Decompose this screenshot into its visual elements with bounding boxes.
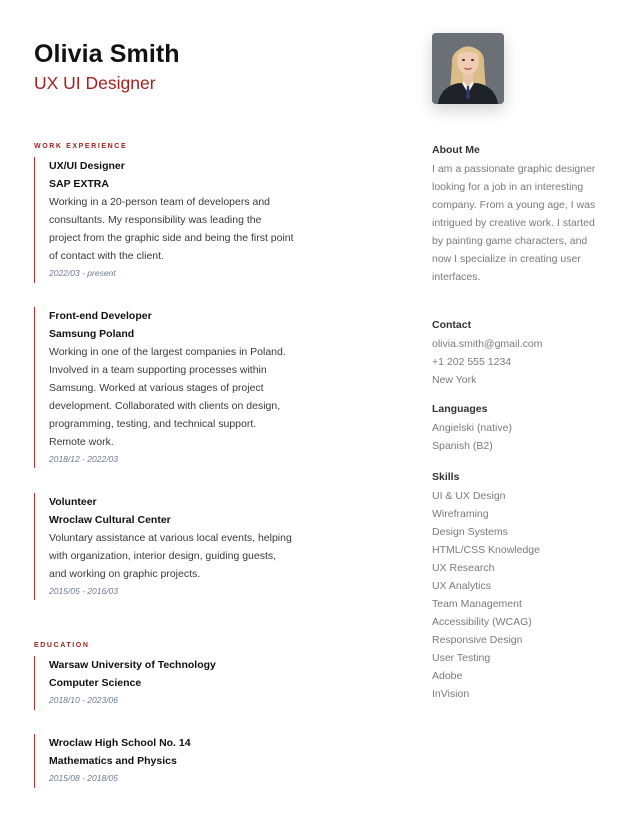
company-name: Samsung Poland: [49, 328, 135, 340]
school-name: Wroclaw High School No. 14: [49, 737, 191, 749]
job-description: Voluntary assistance at various local events, helping with organization, interior design, guiding guests, and working on graphic projects.: [49, 532, 292, 580]
skill-item: UI & UX Design: [432, 490, 506, 502]
job-dates: 2018/12 - 2022/03: [49, 454, 119, 464]
skill-item: Wireframing: [432, 508, 489, 520]
education-entry: [34, 656, 304, 710]
skill-item: Team Management: [432, 598, 522, 610]
skill-item: HTML/CSS Knowledge: [432, 544, 540, 556]
education-entry: [34, 734, 304, 788]
skills-section: [432, 469, 602, 703]
education-heading: EDUCATION: [34, 642, 90, 649]
skill-item: User Testing: [432, 652, 491, 664]
job-title: Front-end Developer: [49, 310, 152, 322]
skill-item: InVision: [432, 688, 470, 700]
skill-item: UX Research: [432, 562, 495, 574]
about-text: I am a passionate graphic designer looking for a job in an interesting company. From a young age, I was intrigued by creative work. I started by painting game characters, and now I specialize in creating user interfaces.: [432, 163, 596, 283]
profile-photo: [432, 33, 504, 104]
school-name: Warsaw University of Technology: [49, 659, 216, 671]
languages-heading: Languages: [432, 403, 488, 415]
skill-item: UX Analytics: [432, 580, 491, 592]
language-item: Spanish (B2): [432, 440, 493, 452]
education-dates: 2018/10 - 2023/06: [49, 695, 119, 705]
job-dates: 2022/03 - present: [49, 268, 116, 278]
work-experience-heading: WORK EXPERIENCE: [34, 143, 128, 150]
job-description: Working in a 20-person team of developers and consultants. My responsibility was leading the project from the graphic side and being the first point of contact with the client.: [49, 196, 294, 262]
candidate-role: UX UI Designer: [34, 73, 156, 93]
education-dates: 2015/08 - 2018/05: [49, 773, 119, 783]
job-title: UX/UI Designer: [49, 160, 125, 172]
skill-item: Responsive Design: [432, 634, 523, 646]
about-section: [432, 142, 602, 286]
field-of-study: Mathematics and Physics: [49, 755, 177, 767]
skill-item: Adobe: [432, 670, 463, 682]
job-description: Working in one of the largest companies in Poland. Involved in a team supporting processes within Samsung. Worked at various stages of project development. Collaborated with clients on design, programming, testing, and technical support. Remote work.: [49, 346, 286, 448]
job-title: Volunteer: [49, 496, 97, 508]
job-dates: 2015/05 - 2016/03: [49, 586, 119, 596]
about-heading: About Me: [432, 144, 480, 156]
contact-section: [432, 317, 602, 389]
skill-item: Design Systems: [432, 526, 508, 538]
work-entry: [34, 307, 304, 468]
portrait-image: [432, 33, 504, 104]
skill-item: Accessibility (WCAG): [432, 616, 532, 628]
company-name: SAP EXTRA: [49, 178, 109, 190]
contact-heading: Contact: [432, 319, 472, 331]
company-name: Wroclaw Cultural Center: [49, 514, 171, 526]
work-entry: [34, 493, 304, 600]
skills-heading: Skills: [432, 471, 460, 483]
contact-phone[interactable]: +1 202 555 1234: [432, 356, 512, 368]
languages-section: [432, 401, 602, 455]
contact-email[interactable]: olivia.smith@gmail.com: [432, 338, 543, 350]
work-entry: [34, 157, 304, 283]
field-of-study: Computer Science: [49, 677, 142, 689]
candidate-name: Olivia Smith: [34, 40, 180, 68]
language-item: Angielski (native): [432, 422, 512, 434]
contact-city: New York: [432, 374, 477, 386]
